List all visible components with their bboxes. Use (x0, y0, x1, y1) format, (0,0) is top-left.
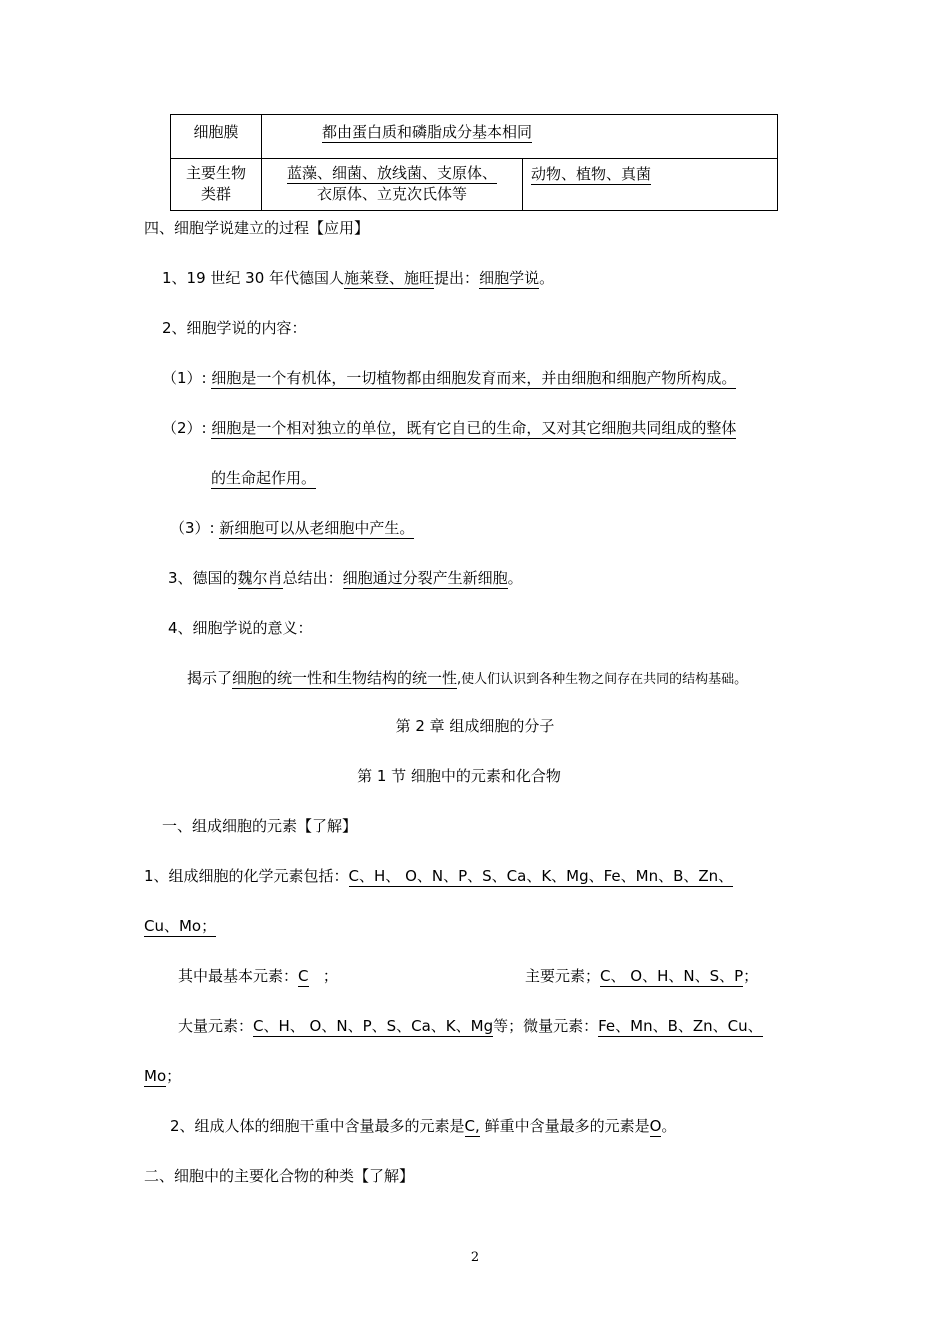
prokaryote-groups: 蓝藻、细菌、放线菌、支原体、 衣原体、立克次氏体等 (262, 159, 523, 211)
membrane-description: 都由蛋白质和磷脂成分基本相同 (262, 115, 778, 159)
theory-content-heading: 2、细胞学说的内容： (162, 319, 307, 337)
part2-heading: 二、细胞中的主要化合物的种类【了解】 (144, 1167, 415, 1185)
theory-significance: 揭示了细胞的统一性和生物结构的统一性,使人们认识到各种生物之间存在共同的结构基础。 (187, 669, 748, 687)
theory-point-1: （1）: 细胞是一个有机体，一切植物都由细胞发育而来，并由细胞和细胞产物所构成。 (162, 369, 737, 387)
most-abundant-elements: 2、组成人体的细胞干重中含量最多的元素是C, 鲜重中含量最多的元素是O。 (170, 1117, 677, 1135)
element-list: 1、组成细胞的化学元素包括：C、H、 O、N、P、S、Ca、K、Mg、Fe、Mn、B、Zn、 (144, 867, 734, 885)
row-label-groups: 主要生物 类群 (171, 159, 262, 211)
element-list-cont: Cu、Mo； (144, 917, 217, 935)
chapter-title: 第 2 章 组成细胞的分子 (395, 717, 555, 735)
virchow-conclusion: 3、德国的魏尔肖总结出：细胞通过分裂产生新细胞。 (168, 569, 523, 587)
theory-founders: 1、19 世纪 30 年代德国人施莱登、施旺提出：细胞学说。 (162, 269, 555, 287)
basic-element: 其中最基本元素：C ； (178, 967, 338, 985)
theory-significance-heading: 4、细胞学说的意义： (168, 619, 313, 637)
theory-point-2: （2）: 细胞是一个相对独立的单位，既有它自已的生命，又对其它细胞共同组成的整体 (162, 419, 737, 437)
eukaryote-groups: 动物、植物、真菌 (523, 159, 778, 211)
theory-point-2-cont: 的生命起作用。 (211, 469, 317, 487)
cell-comparison-table (170, 114, 778, 211)
section-title: 第 1 节 细胞中的元素和化合物 (357, 767, 561, 785)
section-heading: 四、细胞学说建立的过程【应用】 (144, 219, 370, 237)
main-elements: 主要元素；C、 O、H、N、S、P； (525, 967, 759, 985)
table-row (171, 115, 778, 159)
table-row (171, 159, 778, 211)
theory-point-3: （3）: 新细胞可以从老细胞中产生。 (170, 519, 415, 537)
macro-micro-elements: 大量元素：C、H、 O、N、P、S、Ca、K、Mg等；微量元素：Fe、Mn、B、Zn、Cu、 (178, 1017, 763, 1035)
micro-elements-cont: Mo； (144, 1067, 182, 1085)
row-label-membrane: 细胞膜 (171, 115, 262, 159)
part1-heading: 一、组成细胞的元素【了解】 (162, 817, 358, 835)
page-number: 2 (470, 1250, 480, 1265)
